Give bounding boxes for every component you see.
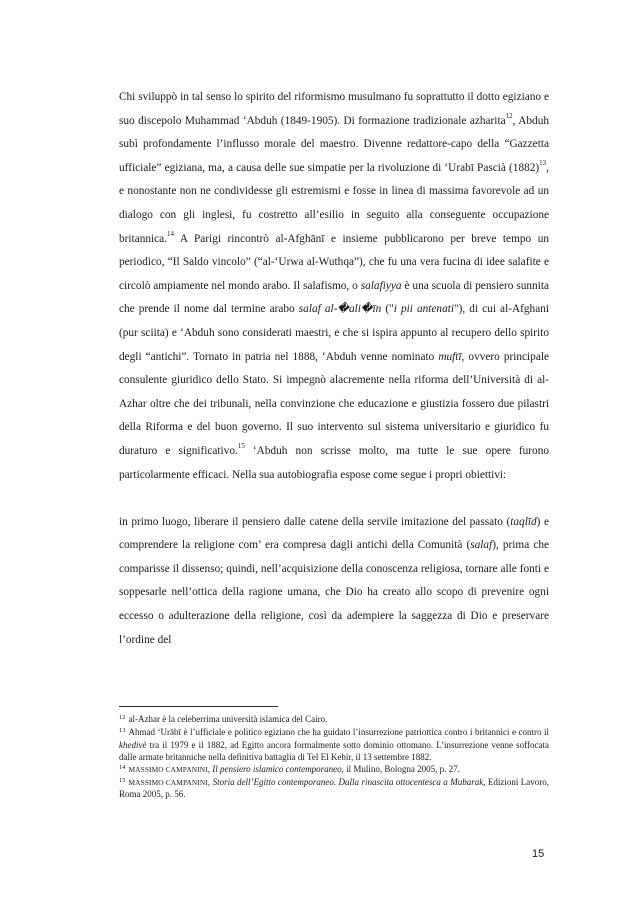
footnote-text: tra il 1979 e il 1882, ad Egitto ancora formalmente sotto dominio ottomano. L’insurrezione venne soffocata dalle armate britanniche nella definitiva battaglia di Tel El Kebir, il 13 settembre 1882. [119,739,549,762]
text-run: Chi sviluppò in tal senso lo spirito del riformismo musulmano fu soprattutto il dotto egiziano e suo discepolo Muhammad ‘Abduh (1849-1905). Di formazione tradizionale azharita [119,91,549,127]
footnote-13 [119,727,549,764]
footnote-number: 12 [119,714,126,721]
footnote-ref-15[interactable]: 15 [237,442,245,451]
page-number: 15 [532,848,545,860]
footnote-author: MASSIMO CAMPANINI [128,777,208,787]
italic-term: salafiyya [360,279,402,292]
footnote-text: , [207,763,213,774]
footnote-ref-12[interactable]: 12 [505,111,513,120]
paragraph-quotation [119,511,549,653]
footnote-book-title: Il pensiero islamico contemporaneo [212,763,342,774]
text-run: A Parigi rincontrò al-Afghānī e insieme pubblicarono per breve tempo un periodico, “Il Saldo vincolo” (“al-‘Urwa al-Wuthqa”), che fu una vera fucina di idee salafite e circolò ampiamente nel mondo arabo. Il salafismo, o [119,232,549,292]
text-run: "), di cui al-Afghani (pur sciita) e ‘Abduh sono considerati maestri, e che si ispira appunto al recupero dello spirito degli “antichi”. Tornato in patria nel 1888, ‘Abduh venne nominato [119,303,549,363]
text-run: è una scuola di pensiero sunnita che prende il nome dal termine arabo [119,279,549,316]
italic-term: khedivè [119,739,147,750]
italic-term: muftī [438,350,462,363]
footnote-ref-13[interactable]: 13 [539,159,547,168]
footnote-number: 14 [119,763,126,771]
footnote-text: al-Azhar è la celeberrima università islamica del Cairo. [128,714,328,724]
footnote-number: 15 [119,776,126,784]
italic-term: i pii antenati [393,303,455,316]
footnote-ref-14[interactable]: 14 [167,229,174,238]
footnote-text: , [207,776,213,787]
text-run: , e nonostante non ne condividesse gli estremismi e fosse in linea di massima favorevole ad un dialogo con gli inglesi, fu costretto all’esilio in seguito alla conseguente occupazione britannica. [119,161,549,245]
footnote-number: 13 [119,726,126,734]
footnote-12 [119,714,549,727]
footnote-text: , Edizioni Lavoro, Roma 2005, p. 56. [119,776,549,800]
text-run: ) e comprendere la religione com’ era compresa dagli antichi della Comunità ( [119,515,549,552]
text-run: ), prima che comparisse il dissenso; quindi, nell’acquisizione della conoscenza religiosa, tornare alle fonti e soppesarle nell’ottica della ragione umana, che Dio ha creato allo scopo di prevenire ogni eccesso o adulterazione della religione, così da adempiere la saggezza di Dio e preservare l’ordine del [119,539,549,646]
text-run: in primo luogo, liberare il pensiero dalle catene della servile imitazione del passato ( [119,515,511,528]
text-run: ‘Abduh non scrisse molto, ma tutte le sue opere furono particolarmente efficaci. Nella sua autobiografia espose come segue i propri obiettivi: [119,444,549,481]
footnote-separator [119,706,278,707]
text-run: , Abduh subì profondamente l’influsso morale del maestro. Divenne redattore-capo della “Gazzetta ufficiale” egiziana, ma, a causa delle sue simpatie per la rivoluzione di ‘Urabī Pascià (1882) [119,114,549,174]
italic-term: taqlīd [510,515,537,528]
footnote-text: , il Mulino, Bologna 2005, p. 27. [341,763,460,774]
footnote-15 [119,777,549,802]
footnote-author: MASSIMO CAMPANINI [128,764,208,774]
paragraph-abduh [119,86,549,487]
footnotes [119,714,549,801]
footnote-14 [119,764,549,777]
footnote-book-title: Storia dell’Egitto contemporaneo. Dalla rinascita ottocentesca a Mubarak [212,776,484,787]
footnote-text: Ahmad ‘Urābī è l’ufficiale e politico egiziano che ha guidato l’insurrezione patriottica contro i britannici e contro il [128,726,549,737]
italic-term: salaf [470,539,493,552]
text-run: (" [381,303,394,316]
italic-term: salaf al-�ali�īn [298,303,382,316]
text-run: , ovvero principale consulente giuridico dello Stato. Si impegnò alacremente nella riforma dell’Università di al-Azhar oltre che dei tribunali, nella convinzione che educazione e giustizia fossero due pilastri della Riforma e del buon governo. Il suo intervento sul sistema universitario e giuridico fu duraturo e significativo. [119,350,550,457]
main-text [119,86,549,652]
